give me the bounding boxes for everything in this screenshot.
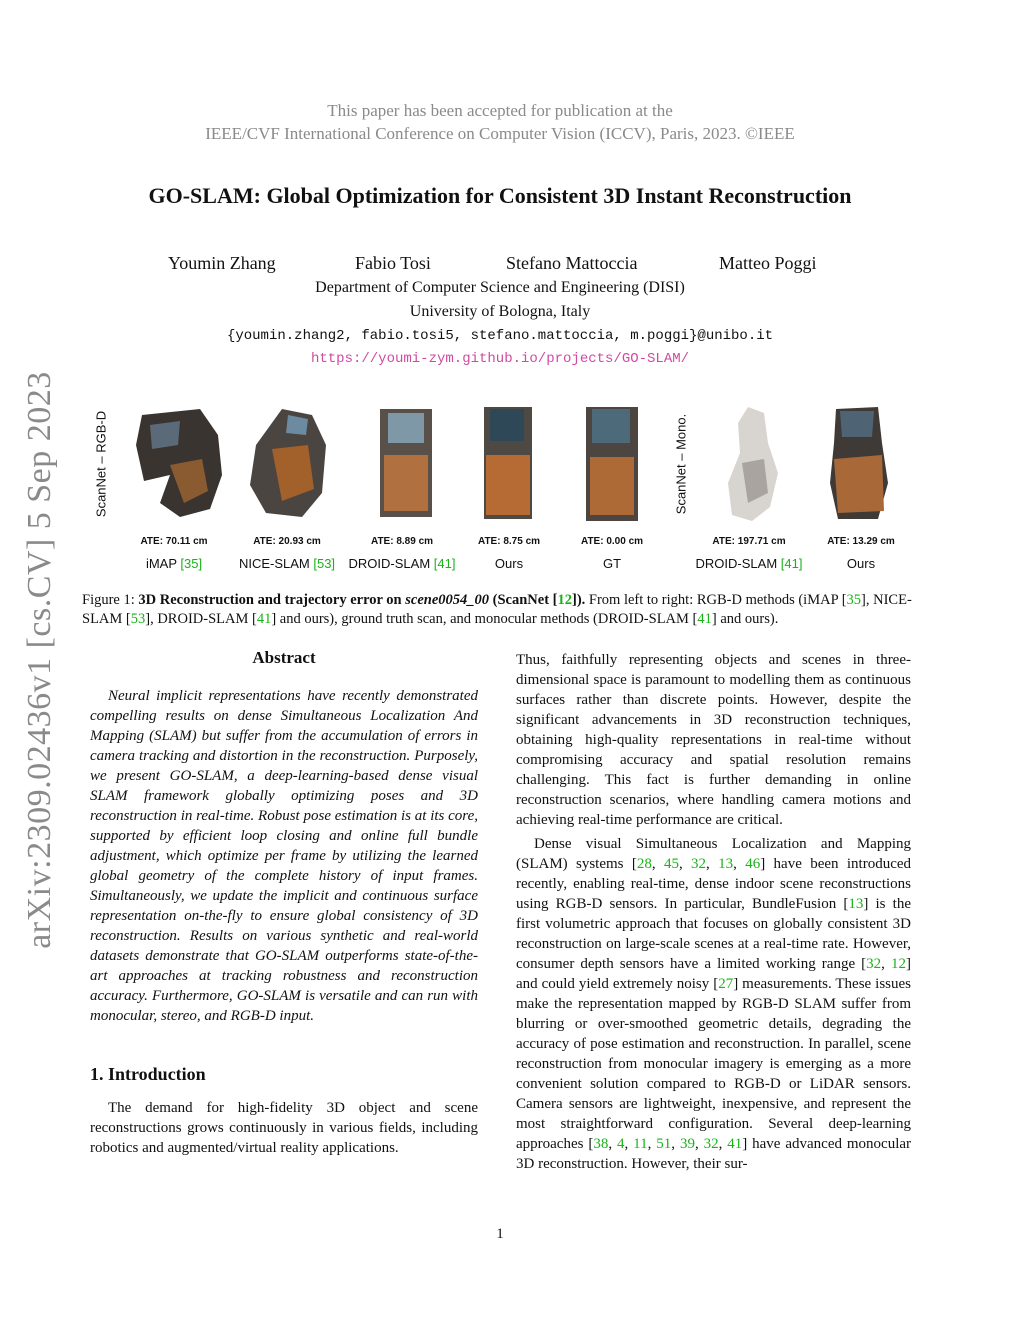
method-label: NICE-SLAM [53] xyxy=(238,556,336,571)
ate-label: ATE: 8.75 cm xyxy=(477,536,541,547)
intro-paragraph: The demand for high-fidelity 3D object and scene reconstructions grows continuously in various fields, including robotics and augmented/virtual reality applications. xyxy=(90,1100,478,1156)
acceptance-notice-line2: IEEE/CVF International Conference on Computer Vision (ICCV), Paris, 2023. ©IEEE xyxy=(205,124,795,143)
author-name: Fabio Tosi xyxy=(355,253,431,273)
reconstruction-nice-slam-image xyxy=(242,405,332,525)
project-url-link[interactable]: https://youmi-zym.github.io/projects/GO-SLAM/ xyxy=(310,351,690,367)
reconstruction-ours-rgbd-image xyxy=(472,403,544,527)
method-label: Ours xyxy=(846,556,876,571)
method-label: DROID-SLAM [41] xyxy=(348,556,456,571)
section-heading-introduction: 1. Introduction xyxy=(90,1064,206,1084)
method-label: DROID-SLAM [41] xyxy=(695,556,803,571)
reconstruction-ours-mono-image xyxy=(818,403,898,527)
ate-label: ATE: 197.71 cm xyxy=(712,536,786,547)
right-column xyxy=(516,650,911,1174)
reconstruction-gt-image xyxy=(576,403,648,527)
method-label: GT xyxy=(602,556,622,571)
body-paragraph: Thus, faithfully representing objects and scenes in three-dimensional space is paramount to modelling them as continuous surfaces rather than discrete points. However, despite the significant advancements in 3D reconstruction techniques, obtaining high-quality representations in real-time without compromising accuracy and spatial resolution remains challenging. This fact is further demanding in online reconstruction scenarios, where handling camera motions and achieving real-time performance are critical. xyxy=(516,652,911,828)
ate-label: ATE: 13.29 cm xyxy=(827,536,895,547)
page-number: 1 xyxy=(496,1226,504,1242)
reconstruction-droid-slam-image xyxy=(366,405,446,525)
figure-caption: Figure 1: 3D Reconstruction and trajectory error on scene0054_00 (ScanNet [12]). From left to right: RGB-D methods (iMAP [35], NICE-SLAM [53], DROID-SLAM [41] and ours), ground truth scan, and monocular methods (DROID-SLAM [41] and ours). xyxy=(82,592,912,627)
ate-label: ATE: 8.89 cm xyxy=(370,536,434,547)
left-column xyxy=(90,648,478,1158)
author-name: Stefano Mattoccia xyxy=(506,253,638,273)
row-label-mono: ScanNet – Mono. xyxy=(673,413,689,515)
method-label: Ours xyxy=(494,556,524,571)
abstract-text: Neural implicit representations have recently demonstrated compelling results on dense Simultaneous Localization And Mapping (SLAM) but suffer from the accumulation of errors in camera tracking and distortion in the reconstruction. Purposely, we present GO-SLAM, a deep-learning-based dense visual SLAM framework globally optimizing poses and 3D reconstruction in real-time. Robust pose estimation is at its core, supported by efficient loop closing and online full bundle adjustment, which optimize per frame by utilizing the learned global geometry of the complete history of input frames. Simultaneously, we update the implicit and continuous surface representation on-the-fly to ensure global consistency of 3D reconstruction. Results on various synthetic and real-world datasets demonstrate that GO-SLAM outperforms state-of-the-art approaches at tracking robustness and reconstruction accuracy. Furthermore, GO-SLAM is versatile and can run with monocular, stereo, and RGB-D input. xyxy=(90,688,478,1024)
affiliation-department: Department of Computer Science and Engineering (DISI) xyxy=(315,279,685,296)
abstract-heading: Abstract xyxy=(252,648,316,667)
reconstruction-imap-image xyxy=(130,405,226,525)
figure-1 xyxy=(0,395,1024,580)
affiliation-university: University of Bologna, Italy xyxy=(409,303,591,320)
acceptance-notice-line1: This paper has been accepted for publication at the xyxy=(327,101,673,120)
reconstruction-droid-slam-mono-image xyxy=(708,403,796,527)
paper-title: GO-SLAM: Global Optimization for Consistent 3D Instant Reconstruction xyxy=(148,183,852,208)
author-name: Matteo Poggi xyxy=(719,253,817,273)
author-name: Youmin Zhang xyxy=(168,253,276,273)
ate-label: ATE: 0.00 cm xyxy=(580,536,644,547)
author-emails: {youmin.zhang2, fabio.tosi5, stefano.mattoccia, m.poggi}@unibo.it xyxy=(226,328,774,344)
method-label: iMAP [35] xyxy=(145,556,203,571)
ate-label: ATE: 20.93 cm xyxy=(253,536,321,547)
row-label-rgbd: ScanNet – RGB-D xyxy=(93,410,109,518)
arxiv-stamp: arXiv:2309.02436v1 [cs.CV] 5 Sep 2023 xyxy=(21,371,58,949)
body-paragraph: Dense visual Simultaneous Localization and Mapping (SLAM) systems [28, 45, 32, 13, 46] have been introduced recently, enabling real-time, dense indoor scene reconstructions using RGB-D sensors. In particular, BundleFusion [13] is the first volumetric approach that focuses on globally consistent 3D reconstruction on large-scale scenes at a real-time rate. However, consumer depth sensors have a limited working range [32, 12] and could yield extremely noisy [27] measurements. These issues make the representation mapped by RGB-D SLAM suffer from blurring or over-smoothed geometric details, degrading the accuracy of pose estimation and reconstruction. In parallel, scene reconstruction from monocular imagery is emerging as a more convenient solution compared to RGB-D or LiDAR sensors. Camera sensors are lightweight, inexpensive, and represent the most straightforward configuration. Several deep-learning approaches [38, 4, 11, 51, 39, 32, 41] have advanced monocular 3D reconstruction. However, their sur- xyxy=(516,836,912,1172)
ate-label: ATE: 70.11 cm xyxy=(140,536,208,547)
